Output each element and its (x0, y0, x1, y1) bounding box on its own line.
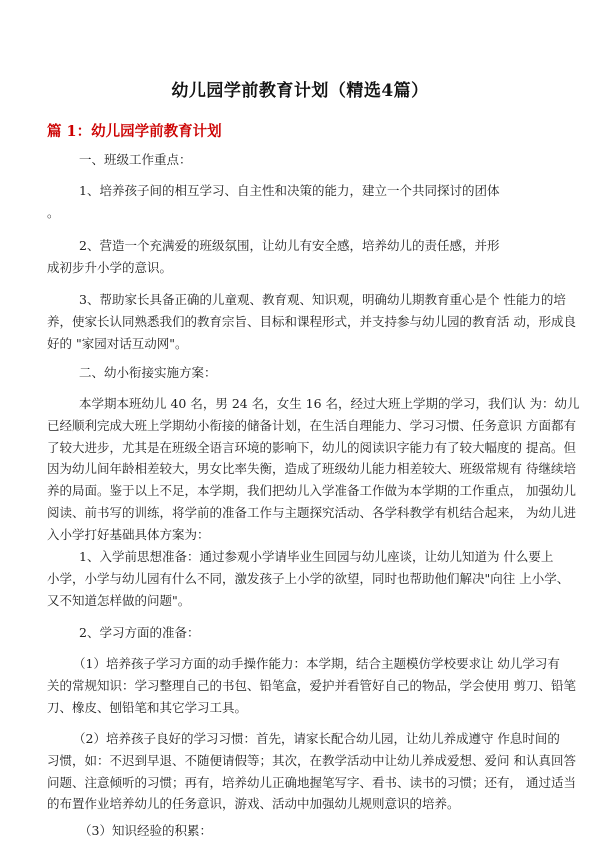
paragraph-line: 3、帮助家长具备正确的儿童观、教育观、知识观，明确幼儿期教育重心是个 性能力的培 (79, 292, 566, 307)
paragraph-line: 成初步升小学的意识。 (47, 259, 173, 275)
paragraph-1 (47, 180, 547, 224)
heading-study-prep: 2、学习方面的准备： (79, 625, 200, 640)
paragraph-line: 阅读、前书写的训练，将学前的准备工作与主题探究活动、各学科教学有机结合起来， 为幼儿进 (47, 504, 576, 520)
paragraph-line: 好的 "家园对话互动网"。 (47, 335, 188, 351)
paragraph-line: 又不知道怎样做的问题"。 (47, 592, 191, 608)
paragraph-line: 1、入学前思想准备：通过参观小学请毕业生回园与幼儿座谈，让幼儿知道为 什么要上 (79, 549, 554, 564)
paragraph-line: 本学期本班幼儿 40 名，男 24 名，女生 16 名，经过大班上学期的学习，我们认 为：幼儿 (79, 396, 580, 411)
paragraph-7 (47, 728, 576, 815)
paragraph-line: 1、培养孩子间的相互学习、自主性和决策的能力，建立一个共同探讨的团体 (79, 183, 500, 198)
heading-transition-plan: 二、幼小衔接实施方案： (79, 365, 217, 380)
paragraph-4 (47, 393, 580, 546)
document-title: 幼儿园学前教育计划（精选4篇） (171, 81, 429, 101)
paragraph-line: 因为幼儿间年龄相差较大，男女比率失衡，造成了班级幼儿能力相差较大、班级常规有 待继续培 (47, 461, 576, 477)
heading-class-focus: 一、班级工作重点： (79, 152, 192, 167)
paragraph-line: （1）培养孩子学习方面的动手操作能力：本学期，结合主题模仿学校要求让 幼儿学习有 (73, 656, 560, 671)
paragraph-6 (47, 653, 576, 718)
paragraph-line: （2）培养孩子良好的学习习惯：首先，请家长配合幼儿园，让幼儿养成遵守 作息时间的 (73, 731, 560, 746)
paragraph-5 (47, 546, 570, 611)
paragraph-line: 已经顺利完成大班上学期幼小衔接的储备计划，在生活自理能力、学习习惯、任务意识 方面都有 (47, 417, 576, 433)
section-heading: 篇 1：幼儿园学前教育计划 (47, 123, 222, 140)
paragraph-line: 刀、橡皮、刨铅笔和其它学习工具。 (47, 699, 248, 715)
paragraph-line: 养的局面。鉴于以上不足，本学期，我们把幼儿入学准备工作做为本学期的工作重点， 加强幼儿 (47, 483, 576, 499)
paragraph-2 (47, 235, 555, 279)
paragraph-line: 了较大进步，尤其是在班级全语言环境的影响下，幼儿的阅读识字能力有了较大幅度的 提高。但 (47, 439, 576, 455)
paragraph-line: 入小学打好基础具体方案为： (47, 526, 210, 542)
paragraph-line: 养，使家长认同熟悉我们的教育宗旨、目标和课程形式，并支持参与幼儿园的教育活 动，形成良 (47, 313, 576, 329)
paragraph-line: 的布置作业培养幼儿的任务意识，游戏、活动中加强幼儿规则意识的培养。 (47, 796, 460, 812)
paragraph-line: 习惯，如：不迟到早退、不随便请假等；其次，在教学活动中让幼儿养成爱想、爱问 和认真回答 (47, 752, 576, 768)
paragraph-line: 2、营造一个充满爱的班级氛围，让幼儿有安全感，培养幼儿的责任感，并形 (79, 238, 500, 253)
paragraph-line: 。 (47, 204, 60, 220)
paragraph-line: 问题、注意倾听的习惯；再有，培养幼儿正确地握笔写字、看书、读书的习惯；还有， 通过适当 (47, 774, 576, 790)
paragraph-3 (47, 289, 576, 354)
paragraph-line: 关的常规知识：学习整理自己的书包、铅笔盒，爱护并看管好自己的物品，学会使用 剪刀、铅笔 (47, 677, 576, 693)
heading-knowledge: （3）知识经验的积累： (79, 823, 212, 838)
paragraph-line: 小学，小学与幼儿园有什么不同，激发孩子上小学的欲望，同时也帮助他们解决"向往 上小学、 (47, 570, 570, 586)
